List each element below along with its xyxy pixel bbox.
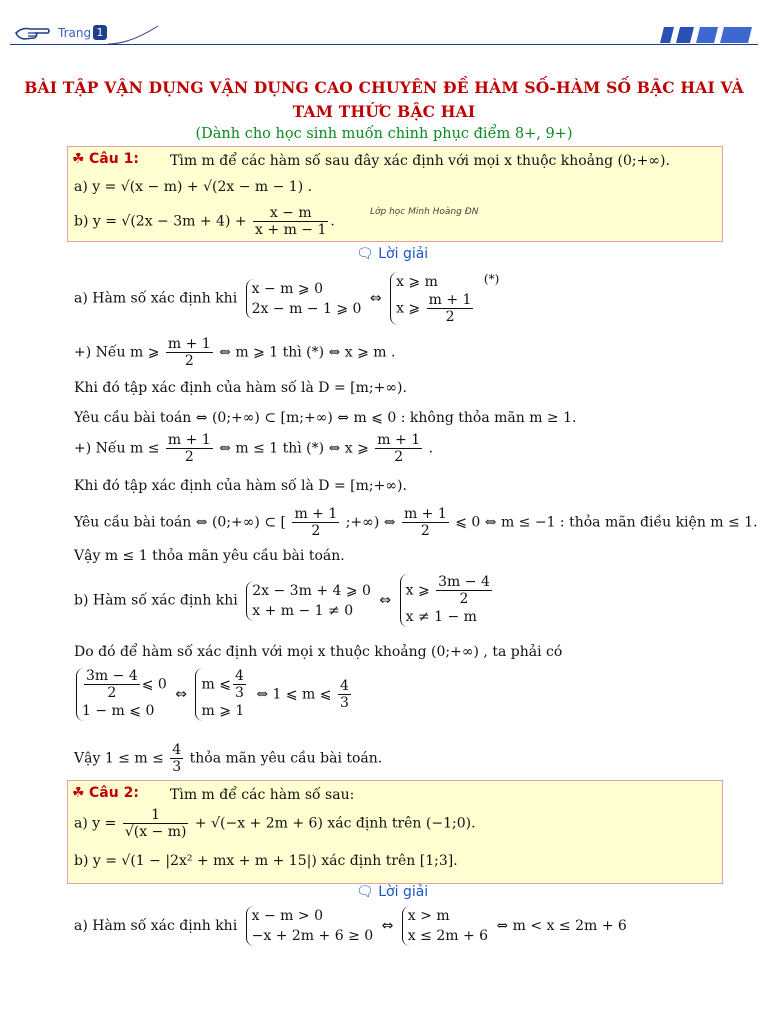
question-1-label: Câu 1: [89,151,139,167]
page-label: Trang [58,26,92,40]
system-8: x > m x ≤ 2m + 6 [402,906,488,946]
fraction: $\frac{m + 1}{2}$ [294,506,338,539]
fraction: $\frac{m + 1}{2}$ [377,432,421,465]
solution-1a-condition: a) Hàm số xác định khi x − m ⩾ 0 2x − m − 1 ⩾ 0 ⇔ x ⩾ m x ⩾ $\frac{m + 1}{2}$ (*) [74,272,500,325]
case-2-line: +) Nếu m ≤ $\frac{m + 1}{2}$ ⇔ m ≤ 1 thì (*) ⇔ x ⩾ $\frac{m + 1}{2}$ . [74,432,434,465]
fraction: $\frac{m + 1}{2}$ [428,292,472,325]
solution-label: Lời giải [378,246,429,262]
fraction: $\frac{4}{3}$ [339,678,349,711]
solution-2-heading [356,884,428,900]
question-2b-formula: b) y = √(1 − |2x² + mx + m + 15|) xác định trên [1;3]. [74,853,458,869]
watermark-text: Lớp học Minh Hoàng ĐN [370,207,479,217]
solution-1-heading [356,246,428,262]
page-title-line2: TAM THỨC BẬC HAI [292,102,476,121]
question-1b-formula: b) y = √(2x − 3m + 4) + $\frac{x - m}{x + m - 1}$ . [74,205,335,238]
system-1 [246,279,362,319]
question-2-label: Câu 2: [89,785,139,801]
fraction: $\frac{3m - 4}{2}$ [86,668,138,701]
star-marker: (*) [483,272,500,286]
fraction: $\frac{m + 1}{2}$ [403,506,447,539]
system-4: x ⩾ $\frac{3m - 4}{2}$ x ≠ 1 − m [400,574,494,627]
domain-line-1: Khi đó tập xác định của hàm số là D = [m;+∞). [74,380,407,396]
page-number: 1 [93,25,107,40]
page-subtitle: (Dành cho học sinh muốn chinh phục điểm 8+, 9+) [195,126,573,142]
domain-line-2: Khi đó tập xác định của hàm số là D = [m;+∞). [74,478,407,494]
fraction: $\frac{3m - 4}{2}$ [438,574,490,607]
solution-1b-condition: b) Hàm số xác định khi 2x − 3m + 4 ⩾ 0 x + m − 1 ≠ 0 ⇔ x ⩾ $\frac{3m - 4}{2}$ x ≠ 1 − m [74,574,498,627]
system-line: x ⩾ $\frac{m + 1}{2}$ [396,292,472,325]
question-1-box [67,146,723,242]
requirement-line-1: Yêu cầu bài toán ⇔ (0;+∞) ⊂ [m;+∞) ⇔ m ⩽ 0 : không thỏa mãn m ≥ 1. [74,410,577,426]
solution-label: Lời giải [378,884,429,900]
system-line: 2x − m − 1 ⩾ 0 [251,300,362,317]
solution-2a-condition: a) Hàm số xác định khi x − m > 0 −x + 2m + 6 ≥ 0 ⇔ x > m x ≤ 2m + 6 ⇔ m < x ≤ 2m + 6 [74,908,627,944]
conclusion-1b: Vậy 1 ≤ m ≤ $\frac{4}{3}$ thỏa mãn yêu cầu bài toán. [74,742,383,775]
solution-1a-intro: a) Hàm số xác định khi [74,290,238,307]
question-1b-fraction [253,205,328,238]
solution-1b-system: $\frac{3m - 4}{2}$ ⩽ 0 1 − m ⩽ 0 ⇔ m ⩽ $\frac{4}{3}$ m ⩾ 1 ⇔ 1 ⩽ m ⩽ $\frac{4}{3}$ [72,668,353,721]
header-stripes-decoration [660,27,756,43]
requirement-line-2: Yêu cầu bài toán ⇔ (0;+∞) ⊂ [ $\frac{m + 1}{2}$ ;+∞) ⇔ $\frac{m + 1}{2}$ ⩽ 0 ⇔ m ≤ −1 : thỏa mãn điều kiện m ≤ 1. [74,506,758,539]
question-2-text: Tìm m để các hàm số sau: [170,787,355,803]
system-7: x − m > 0 −x + 2m + 6 ≥ 0 [246,906,374,946]
case-1-line: +) Nếu m ⩾ $\frac{m + 1}{2}$ ⇔ m ⩾ 1 thì (*) ⇔ x ⩾ m . [74,336,396,369]
system-3: 2x − 3m + 4 ⩾ 0 x + m − 1 ≠ 0 [246,581,371,621]
header-curve-decoration [100,24,160,46]
question-2-box [67,780,723,884]
system-2 [390,272,475,325]
solution-1b-line: Do đó để hàm số xác định với mọi x thuộc khoảng (0;+∞) , ta phải có [74,644,563,660]
pointing-hand-icon [14,24,52,42]
question-1-heading [72,151,139,167]
page-title-line1: BÀI TẬP VẬN DỤNG VẬN DỤNG CAO CHUYÊN ĐỀ HÀM SỐ-HÀM SỐ BẬC HAI VÀ [24,78,744,97]
speech-bubble-icon: 🗨 [356,246,374,262]
conclusion-1a: Vậy m ≤ 1 thỏa mãn yêu cầu bài toán. [74,548,345,564]
fraction-denominator: x + m − 1 [255,222,327,238]
fraction: $\frac{4}{3}$ [234,668,244,701]
system-6: m ⩽ $\frac{4}{3}$ m ⩾ 1 [195,668,247,721]
fraction: $\frac{m + 1}{2}$ [167,432,211,465]
question-1a-formula: a) y = √(x − m) + √(2x − m − 1) . [74,179,313,195]
fraction: $\frac{m + 1}{2}$ [167,336,211,369]
question-2-heading [72,785,139,801]
question-1-text: Tìm m để các hàm số sau đây xác định với mọi x thuộc khoảng (0;+∞). [170,153,670,169]
clover-icon: ☘ [72,785,85,801]
fraction: $\frac{4}{3}$ [172,742,182,775]
fraction-numerator: x − m [253,205,328,222]
system-line: x − m ⩾ 0 [251,280,323,297]
speech-bubble-icon: 🗨 [356,884,374,900]
system-5: $\frac{3m - 4}{2}$ ⩽ 0 1 − m ⩽ 0 [76,668,167,721]
clover-icon: ☘ [72,151,85,167]
fraction: $\frac{1}{√(x - m)}$ [124,807,187,840]
system-line: x ⩾ m [396,274,438,290]
question-2a-formula: a) y = $\frac{1}{√(x - m)}$ + √(−x + 2m + 6) xác định trên (−1;0). [74,807,476,840]
page-header [0,0,768,50]
question-1b-prefix: b) y = √(2x − 3m + 4) + [74,213,247,230]
